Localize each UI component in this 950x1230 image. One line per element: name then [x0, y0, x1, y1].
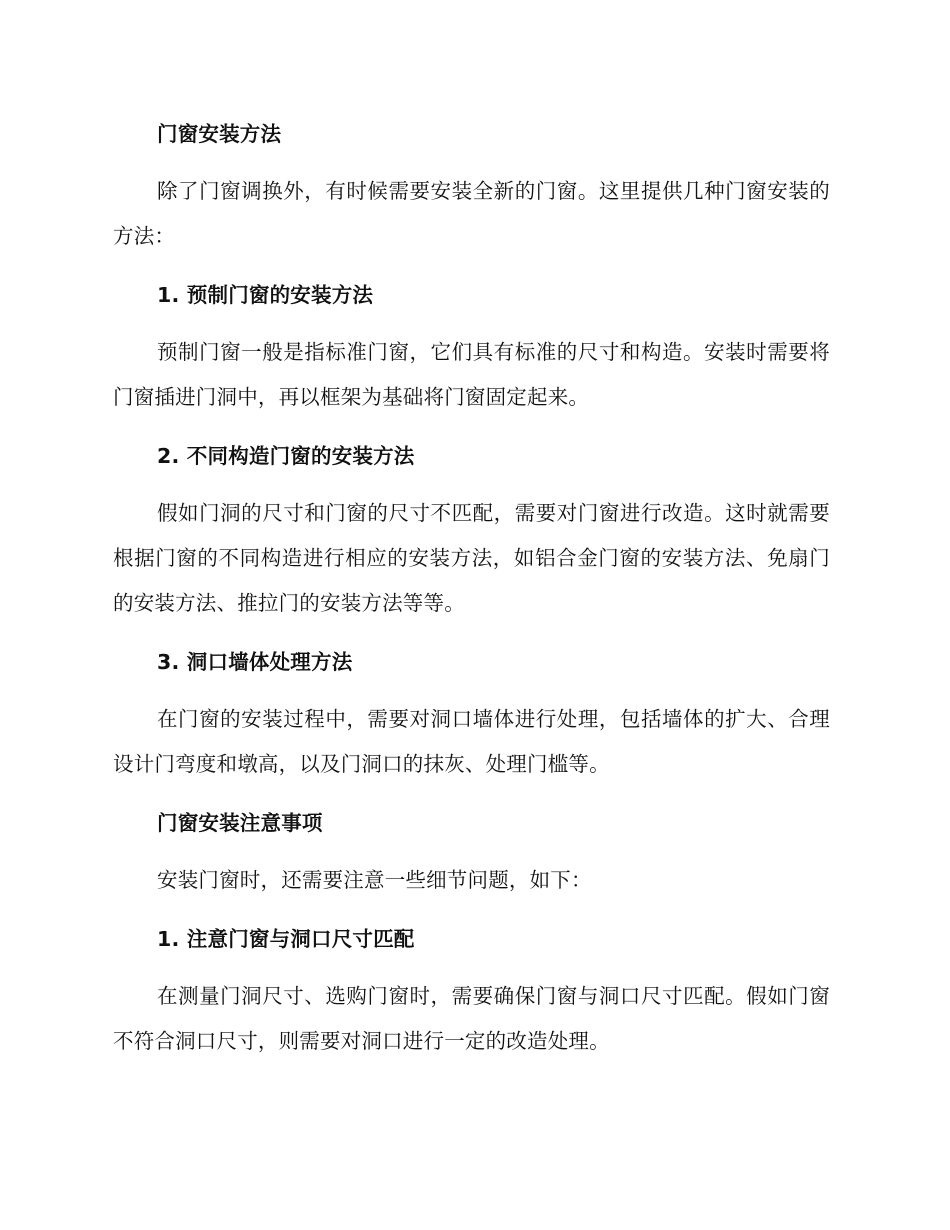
- size-matching-paragraph: 在测量门洞尺寸、选购门窗时，需要确保门窗与洞口尺寸匹配。假如门窗不符合洞口尺寸，则需要对洞口进行一定的改造处理。: [113, 984, 830, 1053]
- subheading-wall-opening: 3. 洞口墙体处理方法: [157, 650, 353, 674]
- wall-opening-paragraph: 在门窗的安装过程中，需要对洞口墙体进行处理，包括墙体的扩大、合理设计门弯度和墩高，以及门洞口的抹灰、处理门槛等。: [113, 707, 830, 776]
- precautions-intro-paragraph: 安装门窗时，还需要注意一些细节问题，如下：: [157, 868, 592, 892]
- section-heading-precautions: 门窗安装注意事项: [157, 811, 323, 835]
- section-heading-installation-methods: 门窗安装方法: [157, 122, 282, 146]
- subheading-custom-construction: 2. 不同构造门窗的安装方法: [157, 444, 415, 468]
- custom-construction-paragraph: 假如门洞的尺寸和门窗的尺寸不匹配，需要对门窗进行改造。这时就需要根据门窗的不同构造进行相应的安装方法，如铝合金门窗的安装方法、免扇门的安装方法、推拉门的安装方法等等。: [113, 501, 830, 615]
- prefab-paragraph: 预制门窗一般是指标准门窗，它们具有标准的尺寸和构造。安装时需要将门窗插进门洞中，再以框架为基础将门窗固定起来。: [113, 340, 830, 409]
- document-body: [113, 112, 830, 1078]
- subheading-prefab-installation: 1. 预制门窗的安装方法: [157, 283, 374, 307]
- subheading-size-matching: 1. 注意门窗与洞口尺寸匹配: [157, 927, 415, 951]
- intro-paragraph: 除了门窗调换外，有时候需要安装全新的门窗。这里提供几种门窗安装的方法：: [113, 179, 830, 248]
